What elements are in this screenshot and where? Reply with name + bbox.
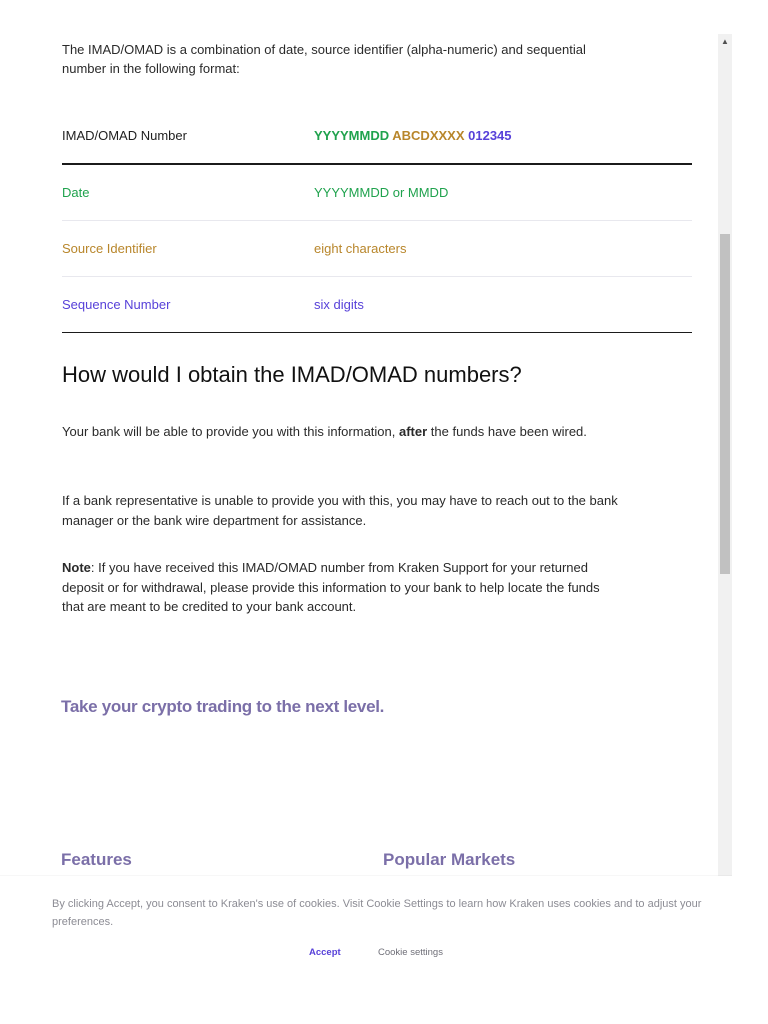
format-source: ABCDXXXX [392, 128, 465, 143]
row-value-sequence: six digits [314, 297, 364, 312]
promo-tagline: Take your crypto trading to the next level. [61, 697, 385, 716]
row-label-source: Source Identifier [62, 241, 157, 256]
table-row [62, 277, 692, 333]
row-value-source: eight characters [314, 241, 407, 256]
footer-heading-features[interactable]: Features [61, 850, 132, 869]
note-text: : If you have received this IMAD/OMAD number from Kraken Support for your returned deposit or for withdrawal, please provide this information to your bank to help locate the funds that are meant to be credited to your bank account. [62, 560, 600, 614]
row-label-sequence: Sequence Number [62, 297, 171, 312]
paragraph-after-wired [62, 422, 622, 442]
table-header-label: IMAD/OMAD Number [62, 128, 187, 143]
accept-button[interactable]: Accept [309, 947, 341, 958]
paragraph-note [62, 558, 622, 617]
cookie-banner [0, 876, 732, 986]
intro-text: The IMAD/OMAD is a combination of date, source identifier (alpha-numeric) and sequential number in the following format: [62, 42, 586, 76]
section-heading: How would I obtain the IMAD/OMAD numbers? [62, 362, 522, 387]
p1-bold-after: after [398, 424, 428, 439]
format-sequence: 012345 [468, 128, 512, 143]
table-header-row [62, 108, 692, 165]
row-value-date: YYYYMMDD or MMDD [314, 185, 449, 200]
table-row [62, 221, 692, 277]
format-date: YYYYMMDD [314, 128, 390, 143]
paragraph-bank-representative: If a bank representative is unable to provide you with this, you may have to reach out to the bank manager or the bank wire department for assistance. [62, 493, 618, 528]
p1-text-end: the funds have been wired. [427, 424, 587, 439]
cookie-settings-button[interactable]: Cookie settings [378, 947, 443, 958]
table-header-format [314, 128, 692, 143]
table-row [62, 165, 692, 221]
arrow-up-icon[interactable]: ▲ [721, 37, 729, 46]
vertical-scrollbar[interactable] [718, 34, 732, 876]
cookie-consent-text: By clicking Accept, you consent to Kraken's use of cookies. Visit Cookie Settings to learn how Kraken uses cookies and to adjust your preferences. [52, 898, 702, 928]
p1-text-start: Your bank will be able to provide you with this information, [62, 424, 399, 439]
imad-format-table [62, 108, 692, 333]
footer-heading-popular-markets[interactable]: Popular Markets [383, 850, 516, 869]
scrollbar-thumb[interactable] [720, 234, 730, 574]
note-label: Note [62, 560, 91, 575]
row-label-date: Date [62, 185, 90, 200]
